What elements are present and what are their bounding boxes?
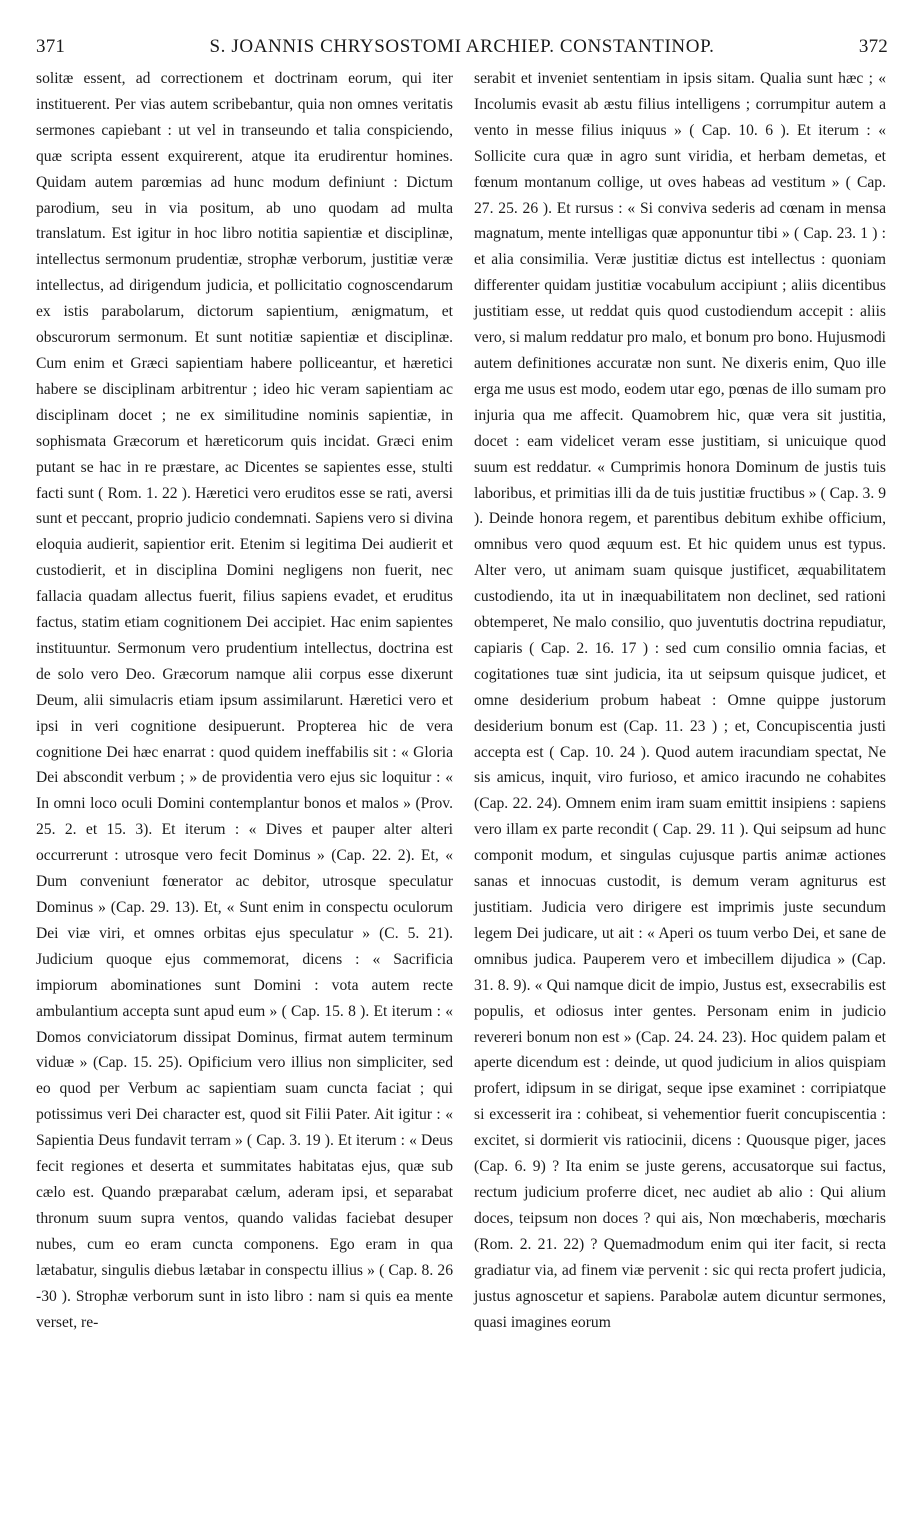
right-column-text: serabit et inveniet sententiam in ipsis sitam. Qualia sunt hæc ; « Incolumis evasit ab æstu filius intelligens ; corrumpitur autem a vento in messe filius iniquus » ( Cap. 10. 6 ). Et iterum : « Sollicite cura quæ in agro sunt viridia, et herbam demetas, et fœnum montanum collige, ut oves habeas ad vestitum » ( Cap. 27. 25. 26 ). Et rursus : « Si conviva sederis ad cœnam in mensa magnatum, mente intelligas quæ apponuntur tibi » ( Cap. 23. 1 ) : et alia consimilia. Veræ justitiæ dictus est intellectus : quoniam differenter quidam justitiæ vocabulum accipiunt ; aliis dicentibus justitiam esse, ut reddat quis quod custodiendum accepit : aliis vero, si malum reddatur pro malo, et bonum pro bono. Hujusmodi autem definitiones accuratæ non sunt. Ne dixeris enim, Quo ille erga me usus est modo, eodem utar ego, pœnas de illo sumam pro injuria qua me affecit. Quamobrem hic, quæ vera sit justitia, docet : eam videlicet veram esse justitiam, si unicuique quod suum est reddatur. « Cumprimis honora Dominum de justis tuis laboribus, et primitias illi da de tuis justitiæ fructibus » ( Cap. 3. 9 ). Deinde honora regem, et parentibus debitum exhibe officium, omnibus vero quod æquum est. Et hic quidem unus est typus. Alter vero, ut animam suam quisque justificet, æquabilitatem custodiendo, ita ut in inæquabilitatem non declinet, sed rationi obtemperet, Ne malo consilio, quo juventutis doctrina repudiatur, capiaris ( Cap. 2. 16. 17 ) : sed cum consilio omnia facias, et cogitationes tuæ sint judicia, ita ut seipsum quisque judicet, et omne desiderium probum habeat : Omne quippe justorum desiderium bonum est (Cap. 11. 23 ) ; et, Concupiscentia justi accepta est ( Cap. 10. 24 ). Quod autem iracundiam spectat, Ne sis amicus, inquit, viro furioso, et amico iracundo ne cohabites (Cap. 22. 24). Omnem enim iram suam emittit insipiens : sapiens vero illam ex parte recondit ( Cap. 29. 11 ). Qui seipsum ad hunc componit modum, et singulas cujusque partis animæ actiones sanas et innocuas custodit, is demum veram agniturus est justitiam. Judicia vero dirigere est imprimis juste secundum legem Dei judicare, ut ait : « Aperi os tuum verbo Dei, et sane de omnibus judica. Pauperem vero et imbecillem dijudica » (Cap. 31. 8. 9). « Qui namque dicit de impio, Justus est, exsecrabilis est populis, et odiosus inter gentes. Personam enim in judicio revereri bonum non est » (Cap. 24. 24. 23). Hoc quidem palam et aperte dicendum est : deinde, ut quod judicium in alios quispiam profert, idipsum in se dirigat, seque ipse examinet : corripiatque si excesserit ira : cohibeat, si vehementior fuerit concupiscentia : excitet, si dormierit vis ratiocinii, dicens : Quousque piger, jaces (Cap. 6. 9) ? Ita enim se juste gerens, accusatorque sui factus, rectum judicium proferre dicet, nec audiet ab alio : Qui alium doces, teipsum non doces ? qui ais, Non mœchaberis, mœcharis (Rom. 2. 21. 22) ? Quemadmodum enim qui iter facit, si recta gradiatur via, ad finem viæ pervenit : sic qui recta profert judicia, justus agnoscetur et sapiens. Parabolæ autem dicuntur sermones, quasi imagines eorum: [474, 70, 886, 1331]
running-header: [36, 30, 888, 64]
right-column: [474, 66, 886, 1335]
running-title: S. JOANNIS CHRYSOSTOMI ARCHIEP. CONSTANTINOP.: [209, 36, 715, 57]
left-column-text: solitæ essent, ad correctionem et doctrinam eorum, qui iter instituerent. Per vias autem scribebantur, quia non omnes veritatis sermones capiebant : ut vel in transeundo et talia conspiciendo, quæ scripta essent exquirerent, atque ita erudirentur homines. Quidam autem parœmias ad hunc modum definiunt : Dictum parodium, seu in via positum, ab uno quodam ad multa translatum. Est igitur in hoc libro notitia sapientiæ et disciplinæ, intellectus sermonum prudentiæ, strophæ verborum, justitiæ veræ intellectus, ad dirigendum judicia, et pollicitatio cognoscendarum ex istis parabolarum, dictorum sapientium, ænigmatum, et obscurorum sermonum. Et sunt notitiæ sapientiæ et disciplinæ. Cum enim et Græci sapientiam habere polliceantur, et hæretici habere se disciplinam arbitrentur ; ideo hic veram sapientiam ac disciplinam docet ; ne ex similitudine nominis sapientiæ, in sophismata Græcorum et hæreticorum quis incidat. Græci enim putant se hac in re præstare, ac Dicentes se sapientes esse, stulti facti sunt ( Rom. 1. 22 ). Hæretici vero eruditos esse se rati, aversi sunt et peccant, proprio judicio condemnati. Sapiens vero si divina eloquia audierit, sapientior erit. Etenim si legitima Dei audierit et custodierit, et in disciplina Domini negligens non fuerit, nec fallacia quadam allectus fuerit, filius sapiens evadet, et eruditus factus, statim etiam cognitionem Dei accipiet. Hac enim sapientes instituuntur. Sermonum vero prudentium intellectus, doctrina est de solo vero Deo. Græcorum namque alii corpus esse dixerunt Deum, alii simulacris etiam ipsum assimilarunt. Hæretici vero et ipsi in veri cognitione desipuerunt. Propterea hic de vera cognitione Dei hæc enarrat : quod quidem ineffabilis sit : « Gloria Dei abscondit verbum ; » de providentia vero ejus sic loquitur : « In omni loco oculi Domini contemplantur bonos et malos » (Prov. 25. 2. et 15. 3). Et iterum : « Dives et pauper alter alteri occurrerunt : utrosque vero fecit Dominus » (Cap. 22. 2). Et, « Dum conveniunt fœnerator ac debitor, utrosque speculatur Dominus » (Cap. 29. 13). Et, « Sunt enim in conspectu oculorum Dei viæ viri, et omnes orbitas ejus speculatur » (C. 5. 21). Judicium quoque ejus commemorat, dicens : « Sacrificia impiorum abominationes sunt Domini : vota autem recte ambulantium accepta sunt apud eum » ( Cap. 15. 8 ). Et iterum : « Domos conviciatorum dissipat Dominus, firmat autem terminum viduæ » (Cap. 15. 25). Opificium vero illius non simpliciter, sed eo quod per Verbum ac sapientiam suam cuncta faciat ; qui potissimus veri Dei character est, quod sit Filii Pater. Ait igitur : « Sapientia Deus fundavit terram » ( Cap. 3. 19 ). Et iterum : « Deus fecit regiones et deserta et summitates habitatas ejus, quæ sub cælo est. Quando præparabat cælum, aderam ipsi, et separabat thronum suum supra ventos, quando validas faciebat desuper nubes, cum eo eram cuncta componens. Ego eram in qua lætabatur, singulis diebus lætabar in conspectu illius » ( Cap. 8. 26 -30 ). Strophæ verborum sunt in isto libro : nam si quis ea mente verset, re-: [36, 70, 453, 1331]
left-column: [36, 66, 453, 1335]
page-number-right: 372: [858, 36, 888, 57]
page-number-left: 371: [36, 36, 66, 57]
